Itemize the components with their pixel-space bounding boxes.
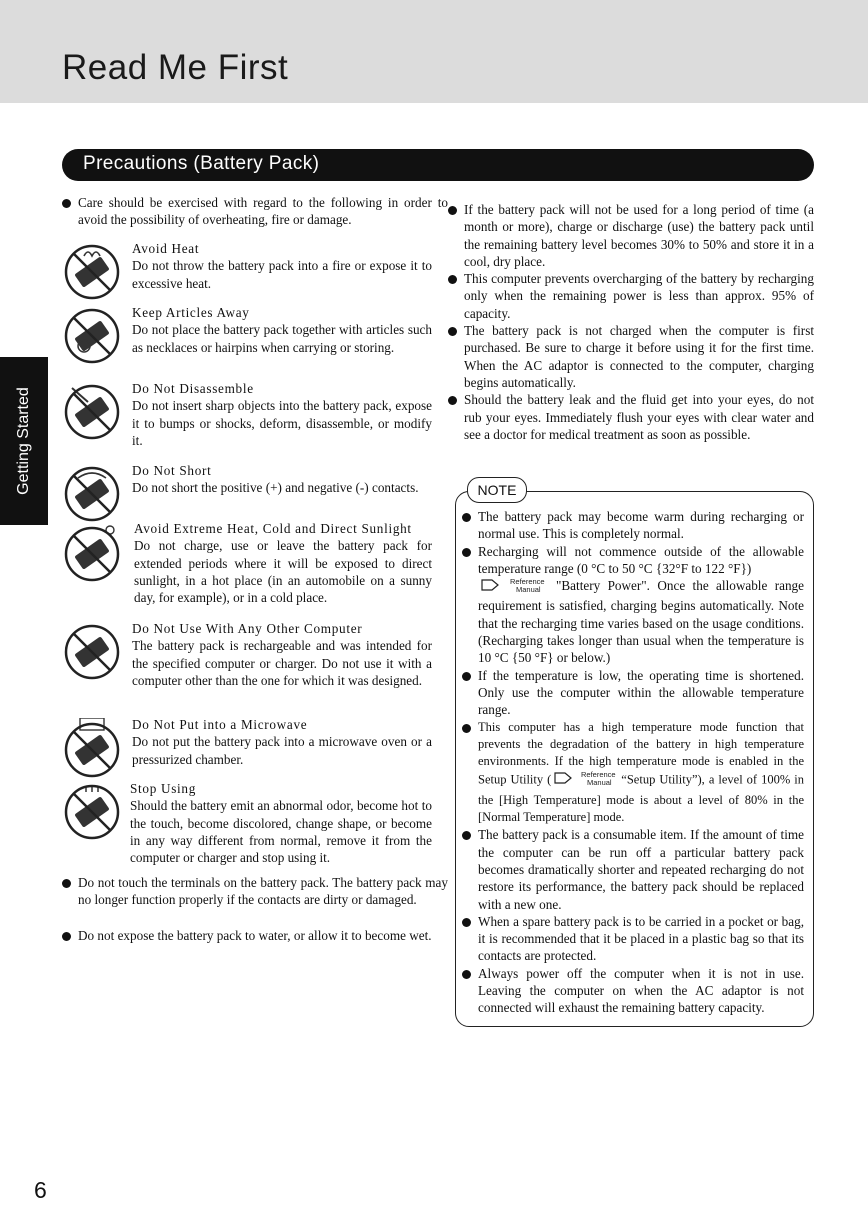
note-item-text: Recharging will not commence outside of the allowable temperature range (0 °C to 50 °C {32°F to 122 °F}) (478, 543, 804, 576)
no-short-icon (62, 464, 122, 524)
no-disassemble-icon (62, 382, 122, 442)
precaution-heading: Stop Using (130, 781, 196, 796)
section-title: Precautions (Battery Pack) (83, 153, 320, 174)
no-microwave-icon (62, 718, 122, 778)
precaution-text (132, 620, 432, 689)
precaution-body: Do not insert sharp objects into the battery pack, expose it to bumps or shocks, deform, disassemble, or modify it. (132, 398, 432, 448)
note-item: The battery pack may become warm during recharging or normal use. This is completely normal. (462, 508, 804, 543)
note-item-text: “Setup Utility”), a level of 100% in the [High Temperature] mode is about a level of 80% in the [Normal Temperature] mode. (478, 772, 804, 825)
precaution-heading: Avoid Heat (132, 241, 200, 256)
list-item: If the battery pack will not be used for a long period of time (a month or more), charge or discharge (use) the battery pack until the remaining battery level becomes 30% to 50% and store it in a cool, dry place. (448, 201, 814, 270)
precaution-text (132, 462, 432, 497)
precaution-body: Do not short the positive (+) and negative (-) contacts. (132, 480, 419, 496)
intro-bullet: Care should be exercised with regard to the following in order to avoid the possibility of overheating, fire or damage. (62, 194, 448, 229)
precaution-body: Do not place the battery pack together with articles such as necklaces or hairpins when carrying or storing. (132, 322, 432, 355)
precaution-heading: Do Not Short (132, 463, 212, 478)
precaution-body: Do not put the battery pack into a microwave oven or a pressurized chamber. (132, 734, 432, 767)
precaution-text (132, 380, 432, 449)
precaution-body: Should the battery emit an abnormal odor, become hot to the touch, become discolored, change shape, or become in any way different from normal, remove it from the computer or charger and stop using it. (130, 798, 432, 866)
precaution-body: Do not charge, use or leave the battery pack for extended periods where it will be exposed to direct sunlight, in a hot place (in an automobile on a sunny day, for example), or in a cold place. (134, 538, 432, 606)
note-item: If the temperature is low, the operating time is shortened. Only use the computer within the allowable temperature range. (462, 667, 804, 719)
note-item-text: This computer has a high temperature mode function that prevents the degradation of the battery in high temperature environments. If the high temperature mode is enabled in the Setup Utility ( (478, 719, 804, 787)
precaution-text (134, 520, 432, 606)
list-item: This computer prevents overcharging of the battery by recharging only when the remaining power is less than approx. 95% of capacity. (448, 270, 814, 322)
precaution-text (132, 240, 432, 292)
no-fire-icon (62, 242, 122, 302)
no-necklace-icon (62, 306, 122, 366)
precaution-heading: Do Not Put into a Microwave (132, 717, 308, 732)
note-list (462, 508, 804, 1017)
note-item: Always power off the computer when it is not in use. Leaving the computer on when the AC adaptor is not connected will exhaust the remaining battery capacity. (462, 965, 804, 1017)
right-column (448, 201, 814, 443)
precaution-heading: Do Not Disassemble (132, 381, 254, 396)
precaution-body: The battery pack is rechargeable and was intended for the specified computer or charger. Do not use it with a computer other than the one for which it was designed. (132, 638, 432, 688)
reference-label: Reference (581, 770, 616, 780)
stop-using-icon (62, 782, 122, 842)
note-item (462, 543, 804, 667)
note-badge: NOTE (467, 477, 527, 503)
list-item: Should the battery leak and the fluid get into your eyes, do not rub your eyes. Immediately flush your eyes with clear water and see a doctor for medical treatment as soon as possible. (448, 391, 814, 443)
precaution-body: Do not throw the battery pack into a fire or expose it to excessive heat. (132, 258, 432, 291)
list-item: Do not expose the battery pack to water, or allow it to become wet. (62, 927, 448, 944)
precaution-heading: Avoid Extreme Heat, Cold and Direct Sunlight (134, 521, 412, 536)
note-item: The battery pack is a consumable item. If the amount of time the computer can be run off a particular battery pack becomes dramatically shorter and repeated recharging do not restore its performance, the battery pack should be replaced with a new one. (462, 826, 804, 912)
precaution-text (132, 304, 432, 356)
precaution-heading: Keep Articles Away (132, 305, 250, 320)
reference-manual-icon (553, 770, 619, 791)
note-item: When a spare battery pack is to be carried in a pocket or bag, it is recommended that it be placed in a plastic bag so that its contacts are protected. (462, 913, 804, 965)
side-tab-label: Getting Started (15, 387, 32, 495)
precaution-text (132, 716, 432, 768)
precaution-text (130, 780, 432, 866)
reference-label: Reference (510, 577, 545, 587)
page-title: Read Me First (62, 48, 289, 87)
reference-manual-icon (480, 577, 554, 597)
page-number: 6 (34, 1177, 47, 1203)
no-sunlight-icon (62, 522, 122, 582)
side-tab (0, 357, 48, 525)
precaution-heading: Do Not Use With Any Other Computer (132, 621, 363, 636)
note-item (462, 719, 804, 827)
list-item: The battery pack is not charged when the computer is first purchased. Be sure to charge it before using it for the first time. When the AC adaptor is connected to the computer, charging begins automatically. (448, 322, 814, 391)
note-item-text: "Battery Power". Once the allowable range requirement is satisfied, charging begins automatically. Note that the recharging time varies based on the usage conditions. (Recharging takes longer than usual when the temperature is 10 °C {50 °F} or below.) (478, 578, 804, 666)
section-heading-bar (62, 149, 814, 181)
no-other-computer-icon (62, 622, 122, 682)
manual-label: Manual (516, 585, 541, 594)
list-item: Do not touch the terminals on the battery pack. The battery pack may no longer function properly if the contacts are dirty or damaged. (62, 874, 448, 909)
manual-label: Manual (587, 778, 612, 787)
